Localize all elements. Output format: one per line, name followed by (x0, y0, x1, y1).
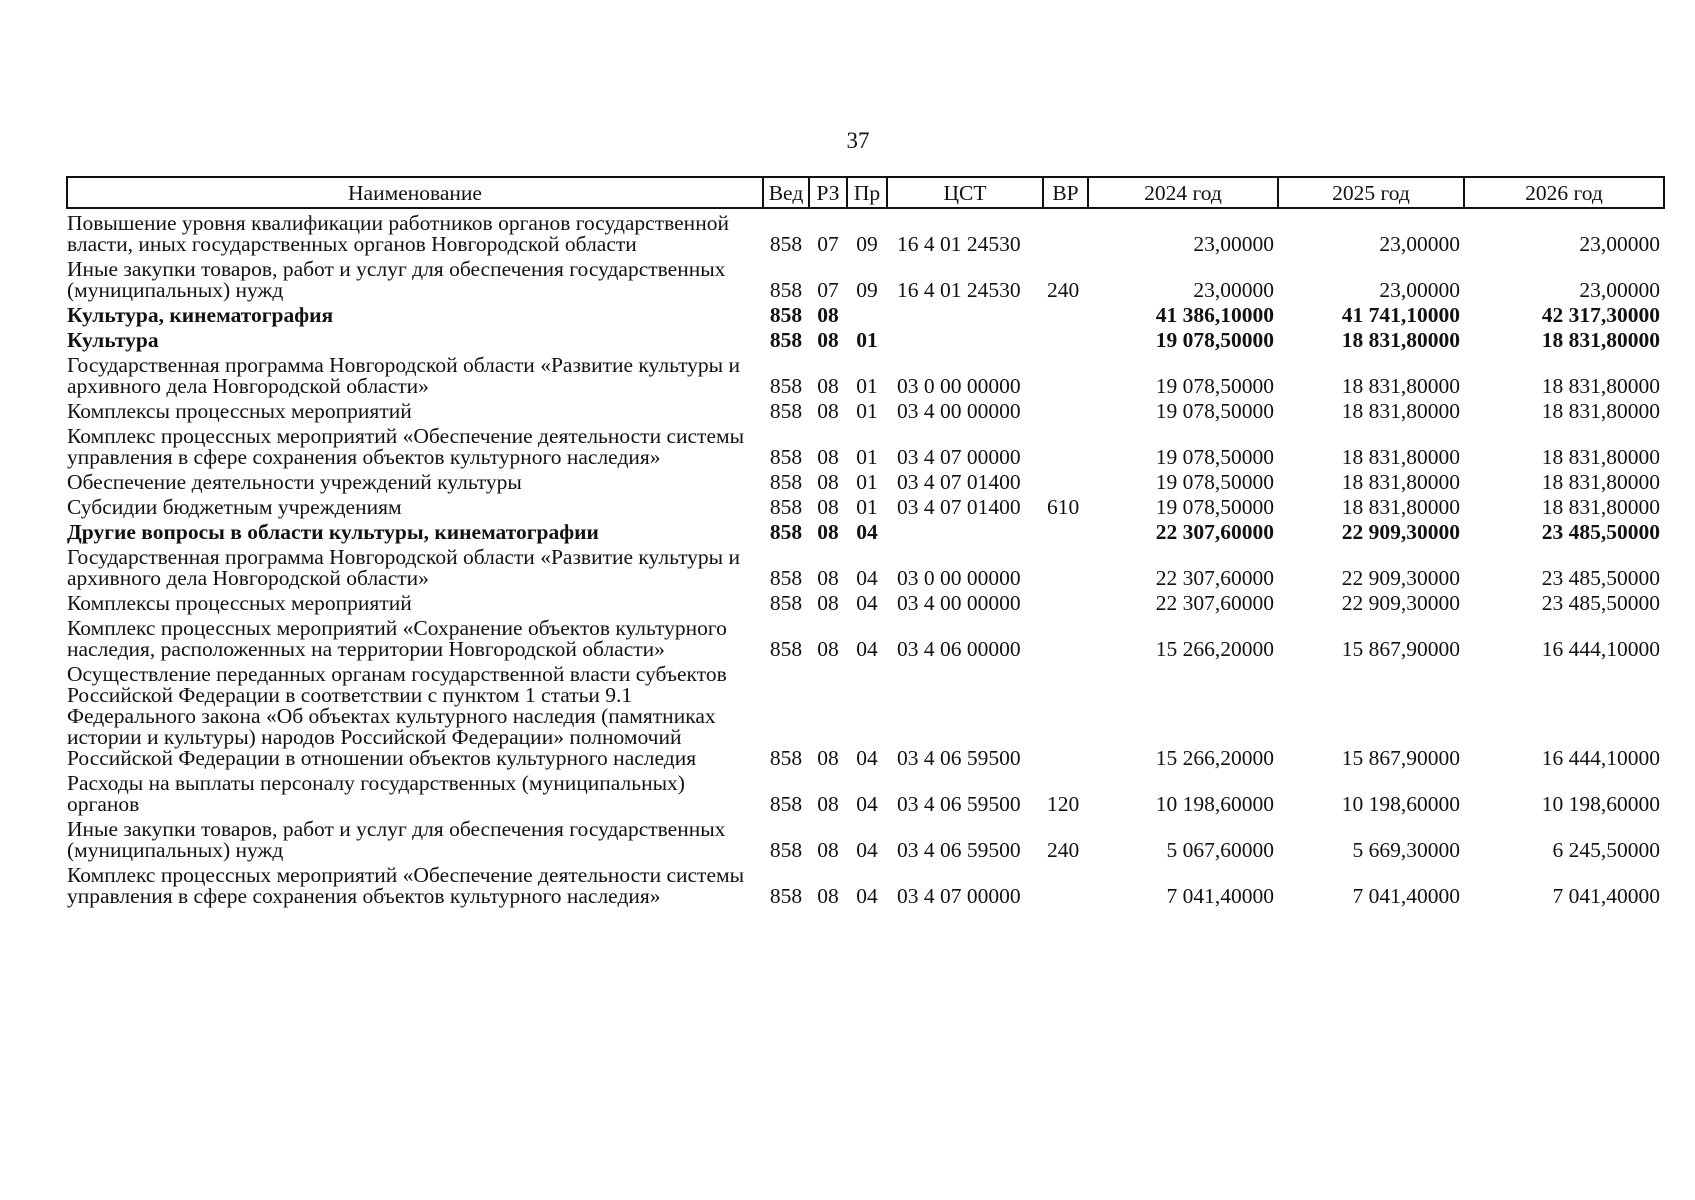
row-cst: 16 4 01 24530 (897, 232, 1021, 256)
table-row (67, 493, 1664, 518)
row-name: Расходы на выплаты персоналу государственных (муниципальных) органов (67, 771, 685, 816)
row-2025: 22 909,30000 (1341, 520, 1460, 544)
table-row (67, 468, 1664, 493)
row-rz: 08 (817, 399, 839, 423)
row-ved: 858 (769, 278, 803, 302)
row-2026: 18 831,80000 (1541, 328, 1660, 352)
row-cst (887, 518, 1043, 543)
row-rz: 08 (817, 303, 839, 327)
row-name: Субсидии бюджетным учреждениям (67, 495, 402, 519)
row-2026: 23,00000 (1579, 232, 1660, 256)
row-2024: 10 198,60000 (1155, 792, 1274, 816)
table-row (67, 769, 1664, 815)
table-body (67, 208, 1664, 907)
row-2025: 18 831,80000 (1341, 445, 1460, 469)
row-cst: 03 0 00 00000 (897, 566, 1021, 590)
table-row (67, 255, 1664, 301)
row-vr (1043, 301, 1088, 326)
row-cst: 03 4 06 59500 (897, 838, 1021, 862)
row-2026: 18 831,80000 (1541, 399, 1660, 423)
row-vr (1043, 326, 1088, 351)
row-ved: 858 (769, 328, 803, 352)
row-vr: 240 (1047, 838, 1080, 862)
row-cst: 03 4 00 00000 (897, 591, 1021, 615)
row-name: Комплексы процессных мероприятий (67, 399, 412, 423)
row-2025: 23,00000 (1379, 278, 1460, 302)
row-name: Культура (67, 328, 159, 352)
row-vr (1043, 518, 1088, 543)
row-name: Обеспечение деятельности учреждений культуры (67, 470, 522, 494)
header-cst: ЦСТ (887, 177, 1043, 208)
row-rz: 08 (817, 520, 839, 544)
row-2026: 6 245,50000 (1552, 838, 1660, 862)
row-ved: 858 (769, 520, 803, 544)
row-2026: 18 831,80000 (1541, 374, 1660, 398)
row-vr (1043, 543, 1088, 589)
header-pr: Пр (847, 177, 887, 208)
row-2024: 41 386,10000 (1155, 303, 1274, 327)
header-ved: Вед (763, 177, 809, 208)
row-pr: 04 (856, 520, 878, 544)
row-cst: 03 4 07 01400 (897, 495, 1021, 519)
row-2026: 18 831,80000 (1541, 445, 1660, 469)
row-2024: 19 078,50000 (1155, 328, 1274, 352)
row-name: Культура, кинематография (67, 303, 334, 327)
row-rz: 08 (817, 792, 839, 816)
header-2026: 2026 год (1464, 177, 1664, 208)
row-cst: 03 4 07 01400 (897, 470, 1021, 494)
row-2024: 22 307,60000 (1155, 566, 1274, 590)
row-2024: 7 041,40000 (1166, 884, 1274, 908)
row-cst: 03 4 00 00000 (897, 399, 1021, 423)
row-cst: 03 4 06 00000 (897, 637, 1021, 661)
row-vr (1043, 861, 1088, 907)
row-ved: 858 (769, 445, 803, 469)
row-2024: 19 078,50000 (1155, 445, 1274, 469)
row-pr: 09 (856, 278, 878, 302)
row-cst: 03 0 00 00000 (897, 374, 1021, 398)
table-header (67, 177, 1664, 208)
row-rz: 08 (817, 637, 839, 661)
row-vr: 240 (1047, 278, 1080, 302)
table-row (67, 660, 1664, 769)
row-cst (887, 301, 1043, 326)
page-number: 37 (846, 128, 870, 153)
row-name: Иные закупки товаров, работ и услуг для обеспечения государственных (муниципальных) нужд (67, 257, 726, 302)
row-name: Государственная программа Новгородской области «Развитие культуры и архивного дела Новгородской области» (67, 545, 741, 590)
row-2024: 22 307,60000 (1155, 520, 1274, 544)
row-rz: 08 (817, 566, 839, 590)
table-row (67, 351, 1664, 397)
row-2025: 22 909,30000 (1341, 591, 1460, 615)
row-name: Другие вопросы в области культуры, кинематографии (67, 520, 599, 544)
table-row (67, 422, 1664, 468)
table-row (67, 326, 1664, 351)
row-vr (1043, 351, 1088, 397)
table-row (67, 861, 1664, 907)
row-pr: 04 (856, 566, 878, 590)
table-row (67, 397, 1664, 422)
row-pr: 01 (856, 495, 878, 519)
row-2025: 18 831,80000 (1341, 470, 1460, 494)
row-vr (1043, 208, 1088, 255)
row-2025: 18 831,80000 (1341, 328, 1460, 352)
header-rz: РЗ (809, 177, 847, 208)
row-2025: 5 669,30000 (1352, 838, 1460, 862)
row-cst: 16 4 01 24530 (897, 278, 1021, 302)
row-vr (1043, 589, 1088, 614)
row-pr: 01 (856, 445, 878, 469)
header-name: Наименование (67, 177, 763, 208)
row-2025: 18 831,80000 (1341, 495, 1460, 519)
row-2026: 23,00000 (1579, 278, 1660, 302)
row-cst: 03 4 07 00000 (897, 445, 1021, 469)
row-vr: 610 (1047, 495, 1080, 519)
row-2025: 10 198,60000 (1341, 792, 1460, 816)
table-row (67, 518, 1664, 543)
row-ved: 858 (769, 495, 803, 519)
row-ved: 858 (769, 374, 803, 398)
row-rz: 08 (817, 884, 839, 908)
row-ved: 858 (769, 303, 803, 327)
row-vr (1043, 660, 1088, 769)
row-cst: 03 4 06 59500 (897, 792, 1021, 816)
row-vr (1043, 614, 1088, 660)
row-2024: 19 078,50000 (1155, 470, 1274, 494)
table-row (67, 208, 1664, 255)
header-2024: 2024 год (1088, 177, 1278, 208)
table-row (67, 589, 1664, 614)
row-rz: 08 (817, 591, 839, 615)
row-2024: 22 307,60000 (1155, 591, 1274, 615)
row-name: Комплекс процессных мероприятий «Обеспечение деятельности системы управления в сфере сохранения объектов культурного наследия» (67, 863, 745, 908)
row-2026: 23 485,50000 (1541, 566, 1660, 590)
row-name: Осуществление переданных органам государственной власти субъектов Российской Федерации в соответствии с пунктом 1 статьи 9.1 Федерального закона «Об объектах культурного наследия (памятниках истории и культуры) народов Российской Федерации» полномочий Российской Федерации в отношении объектов культурного наследия (67, 662, 727, 770)
row-2026: 23 485,50000 (1541, 591, 1660, 615)
row-name: Комплексы процессных мероприятий (67, 591, 412, 615)
row-rz: 08 (817, 445, 839, 469)
row-2025: 7 041,40000 (1352, 884, 1460, 908)
row-vr (1043, 422, 1088, 468)
row-name: Повышение уровня квалификации работников органов государственной власти, иных государственных органов Новгородской области (67, 211, 729, 256)
row-ved: 858 (769, 566, 803, 590)
row-pr: 04 (856, 838, 878, 862)
row-2024: 15 266,20000 (1155, 637, 1274, 661)
row-2026: 7 041,40000 (1552, 884, 1660, 908)
row-2024: 19 078,50000 (1155, 399, 1274, 423)
row-rz: 08 (817, 470, 839, 494)
row-vr (1043, 468, 1088, 493)
row-pr: 04 (856, 792, 878, 816)
row-name: Государственная программа Новгородской области «Развитие культуры и архивного дела Новгородской области» (67, 353, 741, 398)
row-ved: 858 (769, 792, 803, 816)
row-pr (847, 301, 887, 326)
row-2024: 23,00000 (1193, 232, 1274, 256)
header-vr: ВР (1043, 177, 1088, 208)
row-ved: 858 (769, 746, 803, 770)
row-name: Комплекс процессных мероприятий «Обеспечение деятельности системы управления в сфере сохранения объектов культурного наследия» (67, 424, 745, 469)
row-ved: 858 (769, 884, 803, 908)
row-2025: 15 867,90000 (1341, 746, 1460, 770)
row-rz: 08 (817, 746, 839, 770)
row-2024: 19 078,50000 (1155, 374, 1274, 398)
row-ved: 858 (769, 232, 803, 256)
row-rz: 07 (817, 232, 839, 256)
row-name: Комплекс процессных мероприятий «Сохранение объектов культурного наследия, расположенных на территории Новгородской области» (67, 616, 727, 661)
row-rz: 07 (817, 278, 839, 302)
row-2025: 15 867,90000 (1341, 637, 1460, 661)
row-2025: 22 909,30000 (1341, 566, 1460, 590)
row-ved: 858 (769, 399, 803, 423)
row-2026: 16 444,10000 (1541, 746, 1660, 770)
row-2024: 23,00000 (1193, 278, 1274, 302)
row-2026: 10 198,60000 (1541, 792, 1660, 816)
row-ved: 858 (769, 591, 803, 615)
header-2025: 2025 год (1278, 177, 1464, 208)
row-cst: 03 4 06 59500 (897, 746, 1021, 770)
row-rz: 08 (817, 374, 839, 398)
row-2026: 18 831,80000 (1541, 495, 1660, 519)
row-vr: 120 (1047, 792, 1080, 816)
row-pr: 01 (856, 374, 878, 398)
row-2024: 5 067,60000 (1166, 838, 1274, 862)
table-row (67, 815, 1664, 861)
row-rz: 08 (817, 838, 839, 862)
row-pr: 09 (856, 232, 878, 256)
row-rz: 08 (817, 328, 839, 352)
budget-table (66, 176, 1665, 907)
row-2026: 42 317,30000 (1541, 303, 1660, 327)
row-pr: 01 (856, 399, 878, 423)
row-vr (1043, 397, 1088, 422)
row-name: Иные закупки товаров, работ и услуг для обеспечения государственных (муниципальных) нужд (67, 817, 726, 862)
row-ved: 858 (769, 637, 803, 661)
row-pr: 04 (856, 884, 878, 908)
row-cst: 03 4 07 00000 (897, 884, 1021, 908)
row-2025: 41 741,10000 (1341, 303, 1460, 327)
row-cst (887, 326, 1043, 351)
row-2026: 23 485,50000 (1541, 520, 1660, 544)
row-2026: 18 831,80000 (1541, 470, 1660, 494)
row-2024: 19 078,50000 (1155, 495, 1274, 519)
row-2024: 15 266,20000 (1155, 746, 1274, 770)
row-2025: 18 831,80000 (1341, 374, 1460, 398)
row-rz: 08 (817, 495, 839, 519)
row-2026: 16 444,10000 (1541, 637, 1660, 661)
row-pr: 01 (856, 470, 878, 494)
row-pr: 04 (856, 746, 878, 770)
table-row (67, 301, 1664, 326)
row-pr: 01 (856, 328, 878, 352)
row-pr: 04 (856, 591, 878, 615)
table-row (67, 614, 1664, 660)
table-row (67, 543, 1664, 589)
row-ved: 858 (769, 470, 803, 494)
row-pr: 04 (856, 637, 878, 661)
row-2025: 18 831,80000 (1341, 399, 1460, 423)
row-2025: 23,00000 (1379, 232, 1460, 256)
row-ved: 858 (769, 838, 803, 862)
